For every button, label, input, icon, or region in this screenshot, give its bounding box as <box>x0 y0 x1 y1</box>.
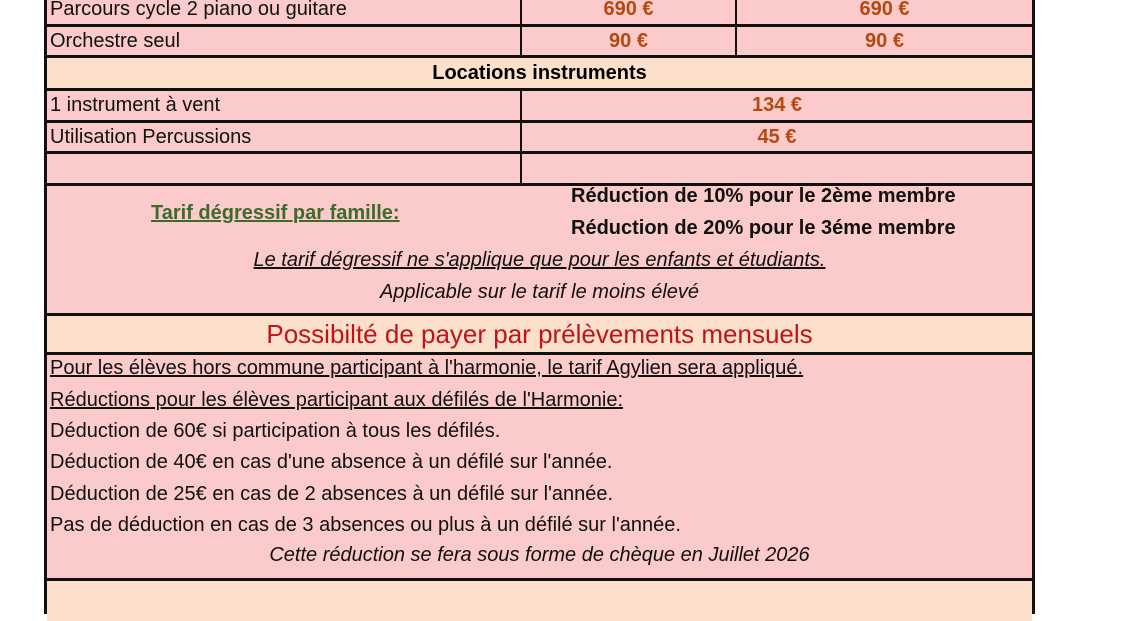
locations-title: Locations instruments <box>432 61 647 84</box>
tarif-row <box>47 27 1032 58</box>
tarif-price-a: 90 € <box>522 27 737 55</box>
harmonie-line-7: Cette réduction se fera sous forme de chèque en Juillet 2026 <box>269 544 810 566</box>
location-price: 134 € <box>751 94 803 116</box>
tarif-price-b: 690 € <box>859 0 910 20</box>
location-label <box>47 154 522 183</box>
tarif-price-b: 90 € <box>865 29 904 52</box>
harmonie-line-4: Déduction de 40€ en cas d'une absence à un défilé sur l'année. <box>50 451 613 473</box>
harmonie-line-1: Pour les élèves hors commune participant à l'harmonie, le tarif Agylien sera appliqué. <box>50 357 804 379</box>
tarif-label: Parcours cycle 2 piano ou guitare <box>47 0 522 24</box>
locations-header <box>47 58 1032 91</box>
degressif-reduction-1: Réduction de 10% pour le 2ème membre <box>571 185 956 207</box>
harmonie-line-5: Déduction de 25€ en cas de 2 absences à un défilé sur l'année. <box>50 483 614 505</box>
location-row <box>47 123 1032 154</box>
location-label: Utilisation Percussions <box>47 123 522 151</box>
location-row-empty <box>47 154 1032 186</box>
degressif-title: Tarif dégressif par famille: <box>151 202 400 224</box>
bottom-row <box>47 581 1032 621</box>
tarif-price-a: 690 € <box>522 0 737 24</box>
location-price: 45 € <box>757 125 797 148</box>
degressif-note-2: Applicable sur le tarif le moins élevé <box>379 281 700 303</box>
tarif-row <box>47 0 1032 27</box>
tariff-sheet <box>44 0 1035 614</box>
tarif-label: Orchestre seul <box>47 27 522 55</box>
degressif-block <box>47 186 1032 316</box>
prelevement-text: Possibilté de payer par prélèvements mensuels <box>266 318 813 349</box>
harmonie-line-3: Déduction de 60€ si participation à tous les défilés. <box>50 420 501 442</box>
degressif-reduction-2: Réduction de 20% pour le 3éme membre <box>571 217 956 239</box>
harmonie-line-6: Pas de déduction en cas de 3 absences ou plus à un défilé sur l'année. <box>50 514 681 536</box>
harmonie-block <box>47 355 1032 581</box>
location-label: 1 instrument à vent <box>47 91 522 120</box>
prelevement-row <box>47 316 1032 355</box>
location-row <box>47 91 1032 123</box>
harmonie-line-2: Réductions pour les élèves participant aux défilés de l'Harmonie: <box>50 389 624 411</box>
location-price <box>522 154 1032 183</box>
degressif-note-1: Le tarif dégressif ne s'applique que pour les enfants et étudiants. <box>253 249 826 271</box>
